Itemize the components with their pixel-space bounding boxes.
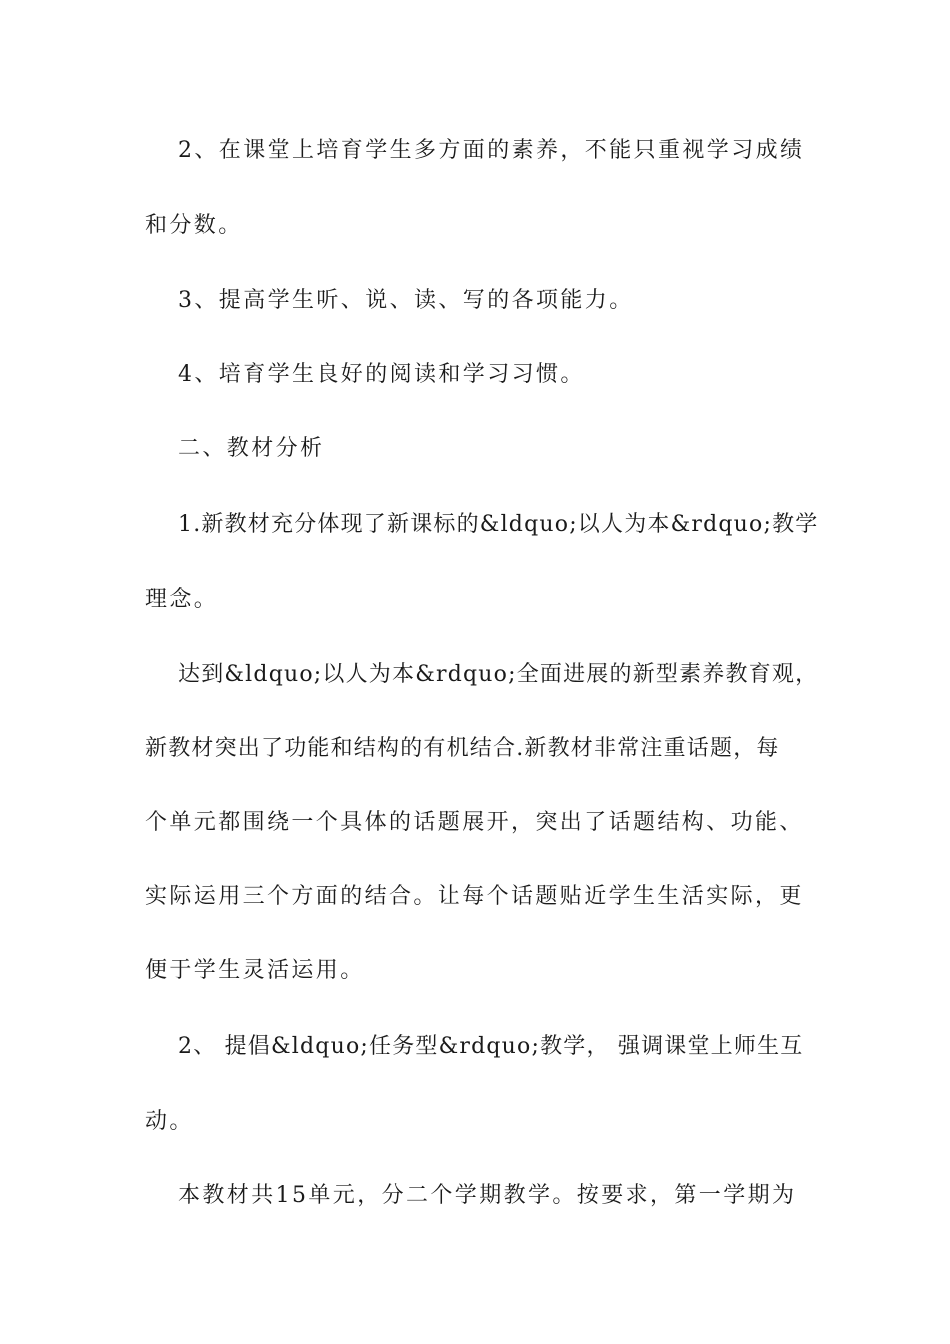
- paragraph-line: 便于学生灵活运用。: [145, 958, 365, 983]
- paragraph-line: 2、 提倡&ldquo;任务型&rdquo;教学， 强调课堂上师生互: [178, 1034, 804, 1059]
- paragraph-line: 个单元都围绕一个具体的话题展开，突出了话题结构、功能、: [145, 810, 804, 835]
- paragraph-line: 2、在课堂上培育学生多方面的素养，不能只重视学习成绩: [178, 138, 805, 163]
- paragraph-line: 新教材突出了功能和结构的有机结合.新教材非常注重话题，每: [145, 736, 780, 761]
- paragraph-line: 动。: [145, 1109, 194, 1134]
- paragraph-line: 和分数。: [145, 213, 243, 238]
- paragraph-line: 达到&ldquo;以人为本&rdquo;全面进展的新型素养教育观，: [178, 662, 819, 687]
- paragraph-line: 实际运用三个方面的结合。让每个话题贴近学生生活实际，更: [145, 884, 804, 909]
- paragraph-line: 3、提高学生听、说、读、写的各项能力。: [178, 288, 634, 313]
- paragraph-line: 本教材共15单元，分二个学期教学。按要求，第一学期为: [178, 1183, 797, 1208]
- section-heading: 二、教材分析: [178, 436, 325, 461]
- paragraph-line: 1.新教材充分体现了新课标的&ldquo;以人为本&rdquo;教学: [178, 512, 819, 537]
- paragraph-line: 4、培育学生良好的阅读和学习习惯。: [178, 362, 585, 387]
- paragraph-line: 理念。: [145, 587, 219, 612]
